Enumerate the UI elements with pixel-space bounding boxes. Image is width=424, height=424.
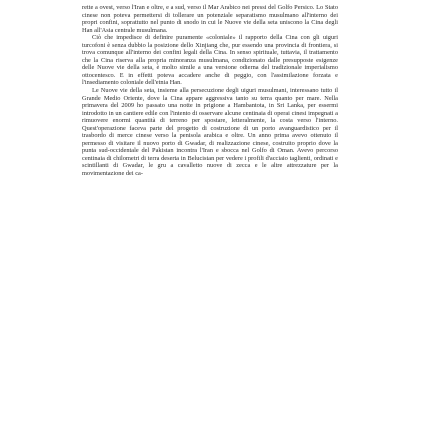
- paragraph-3: Le Nuove vie della seta, insieme alla persecuzione degli uiguri musulmani, interessano tutto il Grande Medio Oriente, dove la Cina appare aggressiva tanto su terra quanto per mare. Nella primavera del 2009 ho passato una notte in prigione a Hambantota, in Sri Lanka, per essermi introdotto in un cantiere edile con l'intento di osservare alcune centinaia di operai cinesi impegnati a rimuovere enormi quantità di terreno per spostare, letteralmente, la costa verso l'interno. Quest'operazione faceva parte del progetto di costruzione di un porto avanguardistico per il trasbordo di merce cinese verso la penisola arabica e oltre. Un anno prima avevo ottenuto il permesso di visitare il nuovo porto di Gwadar, di realizzazione cinese, costruito proprio dove la punta sud-occidentale del Pakistan incontra l'Iran e sbocca nel Golfo di Oman. Avevo percorso centinaia di chilometri di terra deserta in Belucistan per vedere i profili d'acciaio taglienti, ordinati e scintillanti di Gwadar, le gru a cavalletto nuove di zecca e le altre attrezzature per la movimentazione dei ca-: [82, 87, 338, 178]
- text-column: [82, 4, 338, 178]
- paragraph-2: Ciò che impedisce di definire puramente «coloniale» il rapporto della Cina con gli uiguri turcofoni è senza dubbio la posizione dello Xinjiang che, pur essendo una provincia di frontiera, si trova comunque all'interno dei confini legali della Cina. In senso spirituale, tuttavia, il trattamento che la Cina riserva alla propria minoranza musulmana, condizionato dalle presupposte esigenze delle Nuove vie della seta, è molto simile a una versione odierna del tradizionale imperialismo ottocentesco. E in effetti poteva accadere anche di peggio, con l'assimilazione forzata e l'insediamento coloniale dell'etnia Han.: [82, 34, 338, 87]
- paragraph-1: rette a ovest, verso l'Iran e oltre, e a sud, verso il Mar Arabico nei pressi del Golfo Persico. Lo Stato cinese non poteva permettersi di tollerare un potenziale separatismo musulmano all'interno dei propri confini, soprattutto nel punto di snodo in cui le Nuove vie della seta uniscono la Cina degli Han all'Asia centrale musulmana.: [82, 4, 338, 34]
